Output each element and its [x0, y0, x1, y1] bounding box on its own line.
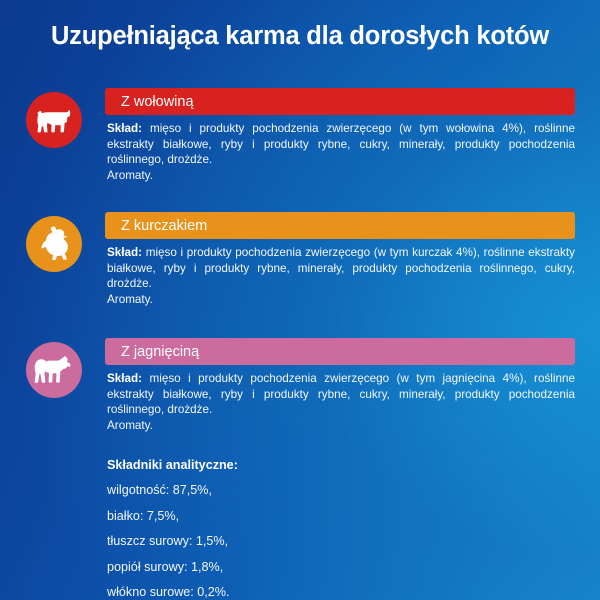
variant-heading-bar-lamb [105, 338, 575, 365]
analytical-row-fibre: włókno surowe: 0,2%. [107, 585, 230, 599]
composition-text: mięso i produkty pochodzenia zwierzęcego (w tym jagnięcina 4%), roślinne ekstrakty białkowe, ryby i produkty rybne, cukry, minerały, produkty pochodzenia roślinnego, drożdże. [107, 372, 575, 417]
composition-lead-label: Skład: [107, 246, 143, 259]
cow-icon [26, 92, 82, 148]
variant-heading-label: Z wołowiną [121, 93, 194, 110]
composition-text: mięso i produkty pochodzenia zwierzęcego (w tym wołowina 4%), roślinne ekstrakty białkowe, ryby i produkty rybne, cukry, minerały, produkty pochodzenia roślinnego, drożdże. [107, 122, 575, 167]
composition-extra-text: Aromaty. [107, 418, 153, 432]
analytical-row-protein: białko: 7,5%, [107, 508, 180, 523]
composition-extra-text: Aromaty. [107, 168, 153, 182]
analytical-row-ash: popiół surowy: 1,8%, [107, 559, 224, 574]
variant-composition-lamb [107, 371, 575, 433]
page-title: Uzupełniająca karma dla dorosłych kotów [50, 22, 550, 50]
variant-heading-bar-beef [105, 88, 575, 115]
analytical-row-fat: tłuszcz surowy: 1,5%, [107, 534, 229, 548]
analytical-title: Składniki analityczne: [107, 458, 238, 472]
analytical-constituents [107, 458, 407, 600]
composition-lead-label: Skład: [107, 122, 143, 135]
analytical-row-moisture: wilgotność: 87,5%, [107, 483, 213, 497]
variant-composition-chicken [107, 245, 575, 307]
composition-lead-label: Skład: [107, 372, 143, 385]
chicken-icon [26, 216, 82, 272]
composition-extra-text: Aromaty. [107, 292, 153, 306]
composition-text: mięso i produkty pochodzenia zwierzęcego (w tym kurczak 4%), roślinne ekstrakty białkowe, ryby i produkty rybne, minerały, produkty pochodzenia roślinnego, cukry, drożdże. [107, 246, 575, 291]
variant-heading-label: Z kurczakiem [121, 217, 208, 234]
lamb-icon [26, 342, 82, 398]
variant-heading-bar-chicken [105, 212, 575, 239]
variant-heading-label: Z jagnięciną [121, 343, 200, 360]
variant-composition-beef [107, 121, 575, 183]
